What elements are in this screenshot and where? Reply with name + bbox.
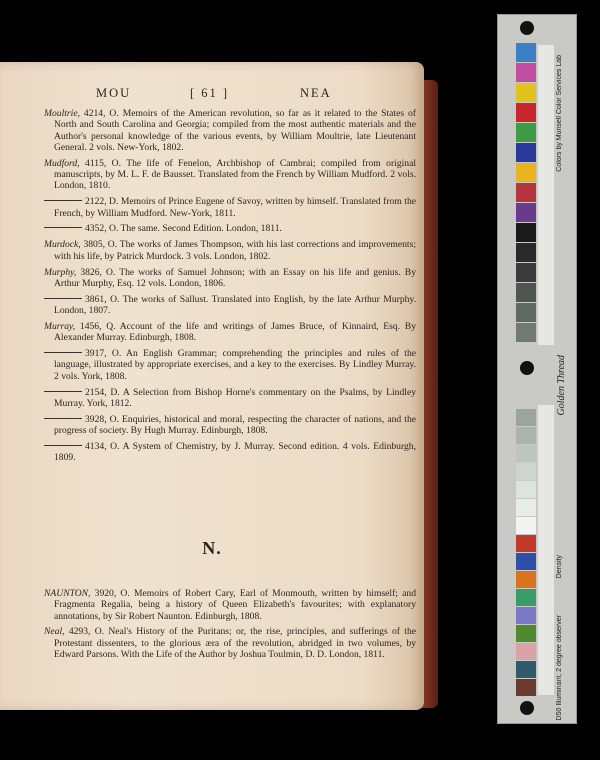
catalog-entry — [44, 588, 416, 622]
target-label-mid: Golden Thread — [556, 355, 567, 416]
catalog-entry — [44, 321, 416, 344]
target-label-bottom: D50 Illuminant, 2 degree observer — [556, 615, 563, 721]
color-patch — [516, 63, 536, 82]
color-patch — [516, 679, 536, 696]
entry-text: 3917, O. An English Grammar; comprehending the principles and rules of the language, illustrated by appropriate exercises, and a key to the exercises. By Lindley Murray. 2 vols. York, 1808. — [54, 348, 416, 382]
ditto-dash — [44, 445, 82, 446]
entry-author: Murdock, — [44, 239, 81, 251]
color-patch — [516, 83, 536, 102]
catalog-entry — [44, 223, 416, 234]
gray-patch — [516, 427, 536, 444]
gray-patch — [516, 323, 536, 342]
color-patch — [516, 163, 536, 182]
color-target — [497, 14, 577, 724]
catalog-entry — [44, 414, 416, 437]
catalog-entry — [44, 267, 416, 290]
ditto-dash — [44, 298, 82, 299]
entry-text: 4352, O. The same. Second Edition. London, 1811. — [85, 223, 282, 235]
color-patch — [516, 661, 536, 678]
entry-author: Neal, — [44, 626, 65, 638]
entry-text: 2154, D. A Selection from Bishop Horne's commentary on the Psalms, by Lindley Murray. York, 1812. — [54, 386, 416, 409]
color-patch — [516, 607, 536, 624]
book-page — [0, 62, 424, 710]
gray-patch — [516, 243, 536, 262]
entry-text: 3826, O. The works of Samuel Johnson; with an Essay on his life and genius. By Arthur Murphy, Esq. 12 vols. London, 1806. — [54, 266, 416, 289]
running-head-left: MOU — [96, 86, 132, 100]
entry-author: Murray, — [44, 320, 76, 332]
gray-patch — [516, 303, 536, 322]
ditto-dash — [44, 227, 82, 228]
catalog-entry — [44, 108, 416, 153]
catalog-entry — [44, 626, 416, 660]
color-patch — [516, 43, 536, 62]
ditto-dash — [44, 352, 82, 353]
gray-patch — [516, 223, 536, 242]
entry-text: 1456, Q. Account of the life and writings of James Bruce, of Kinnaird, Esq. By Alexander Murray. Edinburgh, 1808. — [54, 320, 416, 344]
entry-text: 2122, D. Memoirs of Prince Eugene of Savoy, written by himself. Translated from the French, by William Mudford. New-York, 1811. — [54, 196, 416, 219]
entry-author: NAUNTON, — [44, 588, 91, 599]
catalog-entry — [44, 196, 416, 219]
color-patch — [516, 643, 536, 660]
color-patch — [516, 203, 536, 222]
entry-text: 3928, O. Enquiries, historical and moral, respecting the character of nations, and the progress of society. By Hugh Murray. Edinburgh, 1808. — [54, 413, 416, 437]
color-patch — [516, 103, 536, 122]
target-label-top: Colors by Munsell Color Services Lab — [556, 55, 563, 172]
catalog-entry — [44, 441, 416, 464]
entry-text: 3920, O. Memoirs of Robert Cary, Earl of Monmouth, written by himself; and Fragmenta Regalia, being a history of Queen Elizabeth's favourites; with explanatory annotations, by Sir Robert Naunton. Edinburgh, 1808. — [54, 588, 416, 622]
ditto-dash — [44, 200, 82, 201]
entry-author: Murphy, — [44, 266, 77, 278]
color-patch — [516, 571, 536, 588]
catalog-entry — [44, 158, 416, 192]
density-ruler-top — [538, 45, 554, 345]
color-patch — [516, 123, 536, 142]
entry-text: 3861, O. The works of Sallust. Translated into English, by the late Arthur Murphy. London, 1807. — [54, 293, 416, 317]
gray-patch — [516, 283, 536, 302]
entry-text: 4293, O. Neal's History of the Puritans; or, the rise, principles, and sufferings of the Protestant dissenters, to the glorious æra of the revolution, abridged in two volumes, by Edward Parsons. With the Life of the Author by Joshua Toulmin, D. D. London, 1811. — [54, 626, 416, 661]
target-hole-mid — [520, 361, 534, 375]
entry-text: 4115, O. The life of Fenelon, Archbishop of Cambrai; compiled from original manuscripts, by M. L. F. de Bausset. Translated from the French by William Mudford. 2 vols. London, 1810. — [54, 157, 416, 192]
catalog-entry — [44, 294, 416, 317]
running-head-right: NEA — [300, 86, 332, 100]
entry-text: 4214, O. Memoirs of the American revolution, so far as it related to the States of North and South Carolina and Georgia; compiled from the most authentic materials and the Author's personal knowledge of the various events, by William Moultrie, late Lieutenant General. 2 vols. New-York, 1802. — [54, 108, 416, 153]
gray-patch — [516, 463, 536, 480]
gray-patch — [516, 481, 536, 498]
gray-patch — [516, 445, 536, 462]
color-patch — [516, 535, 536, 552]
entry-author: Moultrie, — [44, 108, 80, 119]
section-letter: N. — [202, 538, 222, 558]
target-hole-top — [520, 21, 534, 35]
catalog-entry — [44, 239, 416, 262]
gray-patch — [516, 263, 536, 282]
color-patch — [516, 183, 536, 202]
color-patch — [516, 553, 536, 570]
gray-patch — [516, 517, 536, 534]
ditto-dash — [44, 418, 82, 419]
entries-n — [44, 588, 416, 665]
catalog-entry — [44, 387, 416, 410]
color-patch — [516, 589, 536, 606]
entry-text: 4134, O. A System of Chemistry, by J. Murray. Second edition. 4 vols. Edinburgh, 1809. — [54, 440, 416, 464]
color-patch — [516, 143, 536, 162]
color-patch — [516, 625, 536, 642]
density-ruler-bottom — [538, 405, 554, 695]
page-number: [ 61 ] — [190, 86, 230, 100]
catalog-entry — [44, 348, 416, 382]
gray-patch — [516, 499, 536, 516]
entry-author: Mudford, — [44, 157, 80, 169]
ditto-dash — [44, 391, 82, 392]
target-hole-bottom — [520, 701, 534, 715]
target-density-label: Density — [556, 555, 563, 579]
entry-text: 3805, O. The works of James Thompson, with his last corrections and improvements; with his life, by Patrick Murdock. 3 vols. London, 1802. — [54, 239, 416, 262]
entries-m — [44, 108, 416, 468]
gray-patch — [516, 409, 536, 426]
